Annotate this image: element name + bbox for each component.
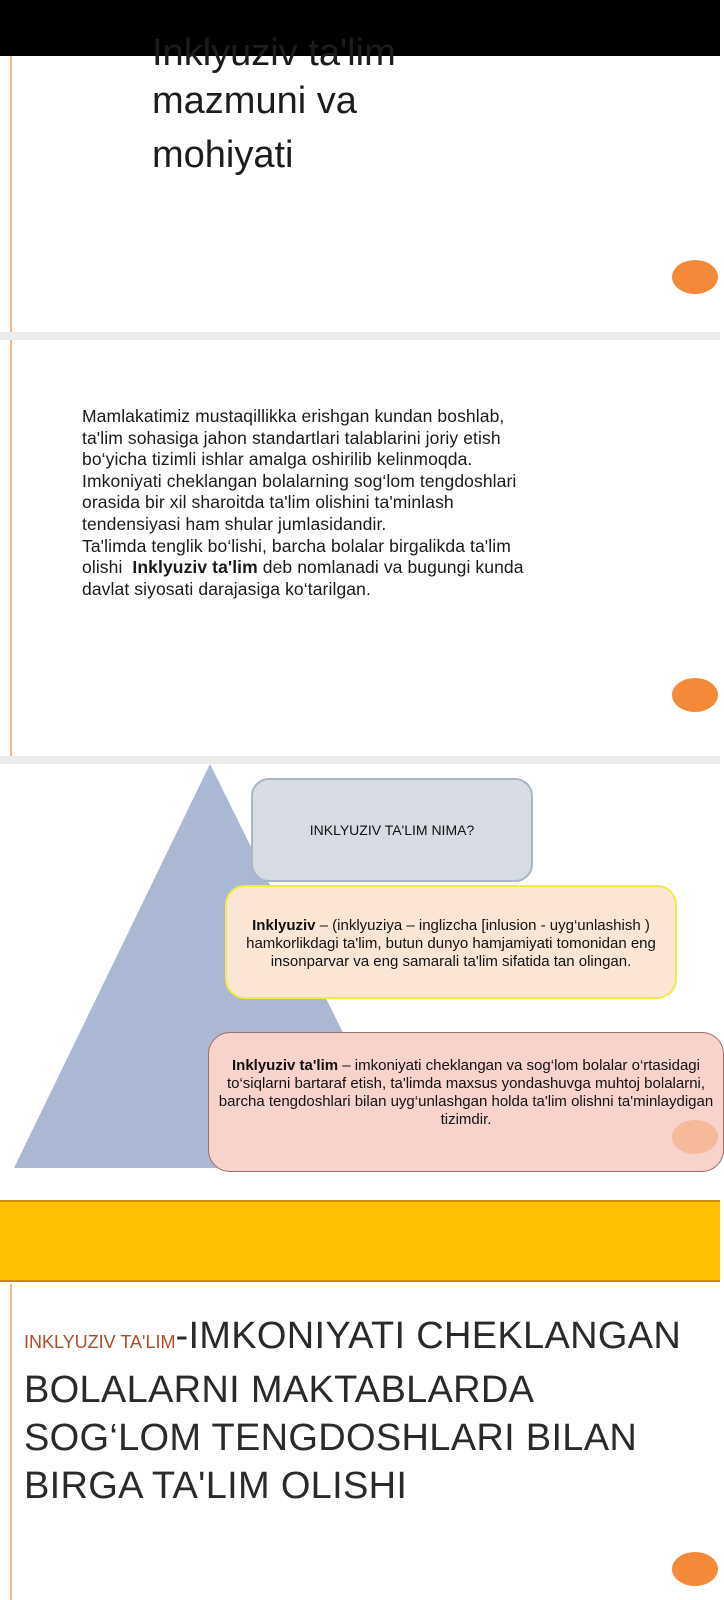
bold-term: Inklyuziv ta'lim — [132, 557, 258, 578]
slide-separator — [0, 756, 720, 764]
orange-band — [0, 1200, 720, 1282]
heading-main: -IMKONIYATI CHEKLANGAN BOLALARNI MAKTABLARDA SOG‘LOM TENGDOSHLARI BILAN BIRGA TA'LIM OLISHI — [24, 1315, 682, 1507]
title-line-2: mazmuni va — [152, 80, 357, 122]
intro-line: orasida bir xil sharoitda ta'lim olishini ta'minlash — [82, 492, 454, 513]
slide-pyramid — [0, 764, 720, 1194]
slide-intro — [0, 340, 720, 758]
heading-small: INKLYUZIV TA'LIM — [24, 1332, 176, 1352]
orange-dot-icon — [672, 678, 718, 712]
intro-paragraph — [82, 406, 642, 600]
title-line-3: mohiyati — [152, 134, 294, 176]
orange-dot-icon — [672, 1120, 718, 1154]
definition-text: – (inklyuziya – inglizcha [inlusion - uyg‘unlashish ) hamkorlikdagi ta'lim, butun dunyo hamjamiyati tomonidan eng insonparvar va eng samarali ta'lim sifatida tan olingan. — [246, 917, 656, 970]
slide-heading — [0, 1200, 720, 1600]
intro-line — [82, 557, 642, 579]
bold-term: Inklyuziv ta'lim — [232, 1057, 339, 1074]
slide-title-text — [152, 74, 357, 182]
orange-dot-icon — [672, 260, 718, 294]
intro-line: tendensiyasi ham shular jumlasidandir. — [82, 513, 387, 534]
orange-dot-icon — [672, 1552, 718, 1586]
pyramid-box-question: INKLYUZIV TA'LIM NIMA? — [251, 778, 533, 882]
title-line-clipped: Inklyuziv ta'lim — [152, 32, 396, 74]
intro-line: Imkoniyati cheklangan bolalarning sog‘lom tengdoshlari — [82, 470, 517, 491]
bold-term: Inklyuziv — [252, 917, 316, 934]
slide-rule — [10, 1284, 12, 1600]
intro-line: ta'lim sohasiga jahon standartlari talablarini joriy etish — [82, 427, 501, 448]
pyramid-box-definition — [225, 885, 677, 999]
slide-separator — [0, 332, 720, 340]
slide-rule — [10, 56, 12, 332]
slide-title — [0, 32, 720, 332]
pyramid-box-explanation — [208, 1032, 724, 1172]
intro-line: bo‘yicha tizimli ishlar amalga oshirilib kelinmoqda. — [82, 449, 473, 470]
intro-line: Ta'limda tenglik bo‘lishi, barcha bolalar birgalikda ta'lim — [82, 535, 511, 556]
slide-heading-text — [24, 1312, 684, 1510]
intro-line: Mamlakatimiz mustaqillikka erishgan kundan boshlab, — [82, 406, 505, 426]
explanation-text: – imkoniyati cheklangan va sog‘lom bolalar o‘rtasidagi to‘siqlarni bartaraf etish, ta'limda maxsus yondashuvga muhtoj bolalarni, barcha tengdoshlari bilan uyg‘unlashgan holda ta'lim olishni ta'minlaydigan tizimdir. — [218, 1057, 714, 1128]
slide-rule — [10, 340, 12, 758]
line-start: olishi — [82, 557, 133, 578]
intro-line: davlat siyosati darajasiga ko‘tarilgan. — [82, 578, 371, 599]
line-end: deb nomlanadi va bugungi kunda — [257, 557, 524, 578]
